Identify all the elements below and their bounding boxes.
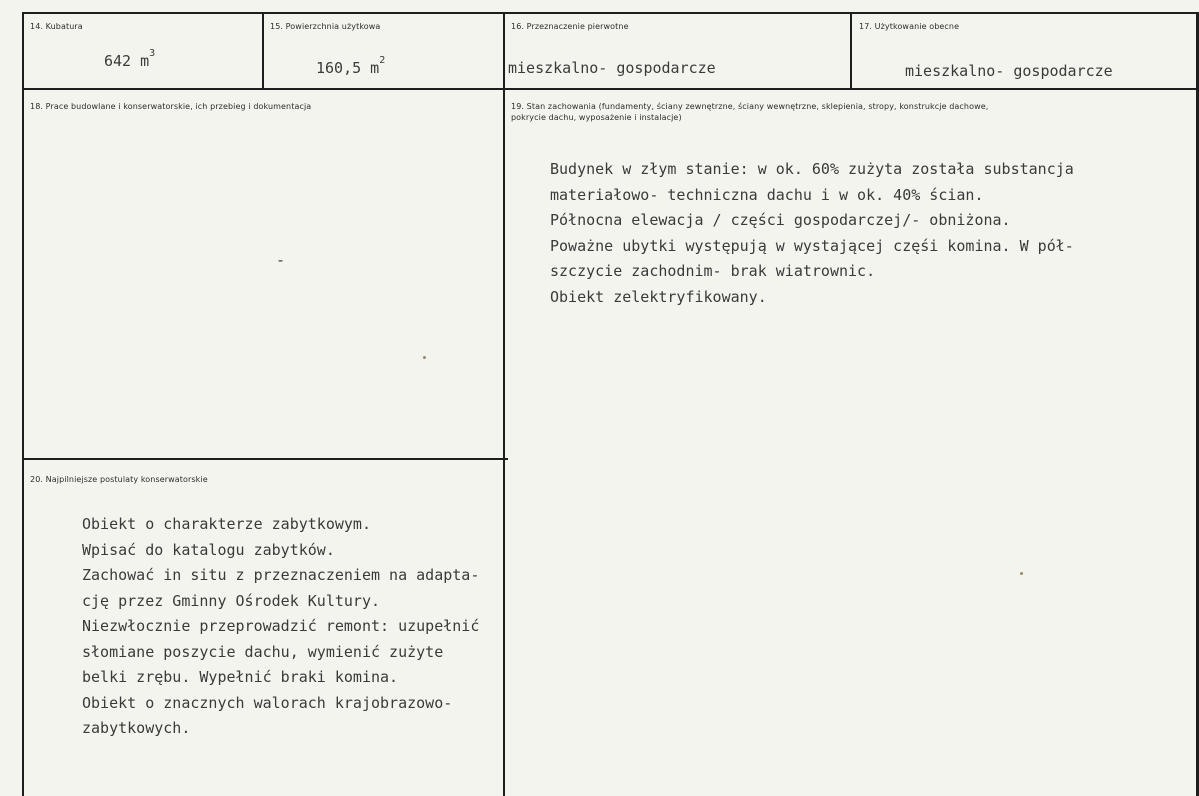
text-line: Obiekt o znacznych walorach krajobrazowo-: [82, 693, 453, 712]
field-16-value: mieszkalno- gospodarcze: [508, 59, 716, 77]
field-17-label: 17. Użytkowanie obecne: [859, 22, 960, 31]
field-14-label: 14. Kubatura: [30, 22, 83, 31]
divider-14-15: [262, 12, 264, 89]
top-border: [22, 12, 1199, 14]
field-20-text: [82, 512, 479, 742]
paper-speck: [423, 356, 426, 359]
text-line: cję przez Gminny Ośrodek Kultury.: [82, 591, 381, 610]
text-line: szczycie zachodnim- brak wiatrownic.: [550, 262, 876, 280]
field-18-label: 18. Prace budowlane i konserwatorskie, ich przebieg i dokumentacja: [30, 102, 312, 111]
divider-16-17: [850, 12, 852, 89]
left-border: [22, 12, 24, 796]
paper-speck: [1020, 572, 1023, 575]
text-line: Obiekt o charakterze zabytkowym.: [82, 515, 371, 533]
field-19-text: [550, 157, 1074, 310]
divider-main: [503, 12, 505, 796]
field-14-number: 642 m: [104, 52, 150, 70]
field-20-label: 20. Najpilniejsze postulaty konserwatorskie: [30, 475, 208, 484]
text-line: Północna elewacja / części gospodarczej/- obniżona.: [550, 211, 1011, 229]
text-line: Obiekt zelektryfikowany.: [550, 287, 767, 306]
field-15-number: 160,5 m: [316, 59, 380, 77]
text-line: belki zrębu. Wypełnić braki komina.: [82, 668, 399, 686]
text-line: Niezwłocznie przeprowadzić remont: uzupełnić: [82, 617, 480, 635]
text-line: zabytkowych.: [82, 719, 191, 737]
field-16-label: 16. Przeznaczenie pierwotne: [511, 22, 629, 31]
text-line: Budynek w złym stanie: w ok. 60% zużyta została substancja: [550, 160, 1074, 178]
field-19-label: 19. Stan zachowania (fundamenty, ściany zewnętrzne, ściany wewnętrzne, sklepienia, stropy, konstrukcje dachowe, pokrycie dachu, wyposażenie i instalacje): [511, 102, 989, 122]
text-line: Zachować in situ z przeznaczeniem na adapta-: [82, 566, 480, 584]
field-15-value: [316, 55, 386, 77]
field-14-value: [104, 48, 156, 70]
field-15-label: 15. Powierzchnia użytkowa: [270, 22, 381, 31]
field-17-value: mieszkalno- gospodarcze: [905, 62, 1113, 80]
row2-split-border: [22, 458, 508, 460]
text-line: Poważne ubytki występują w wystającej częśi komina. W pół-: [550, 236, 1074, 255]
text-line: Wpisać do katalogu zabytków.: [82, 540, 335, 559]
text-line: słomiane poszycie dachu, wymienić zużyte: [82, 642, 444, 661]
field-15-exponent: 2: [379, 55, 386, 66]
text-line: materiałowo- techniczna dachu i w ok. 40% ścian.: [550, 185, 984, 204]
row1-bottom-border: [22, 88, 1199, 90]
field-14-exponent: 3: [149, 48, 156, 59]
field-18-value: -: [276, 251, 286, 269]
